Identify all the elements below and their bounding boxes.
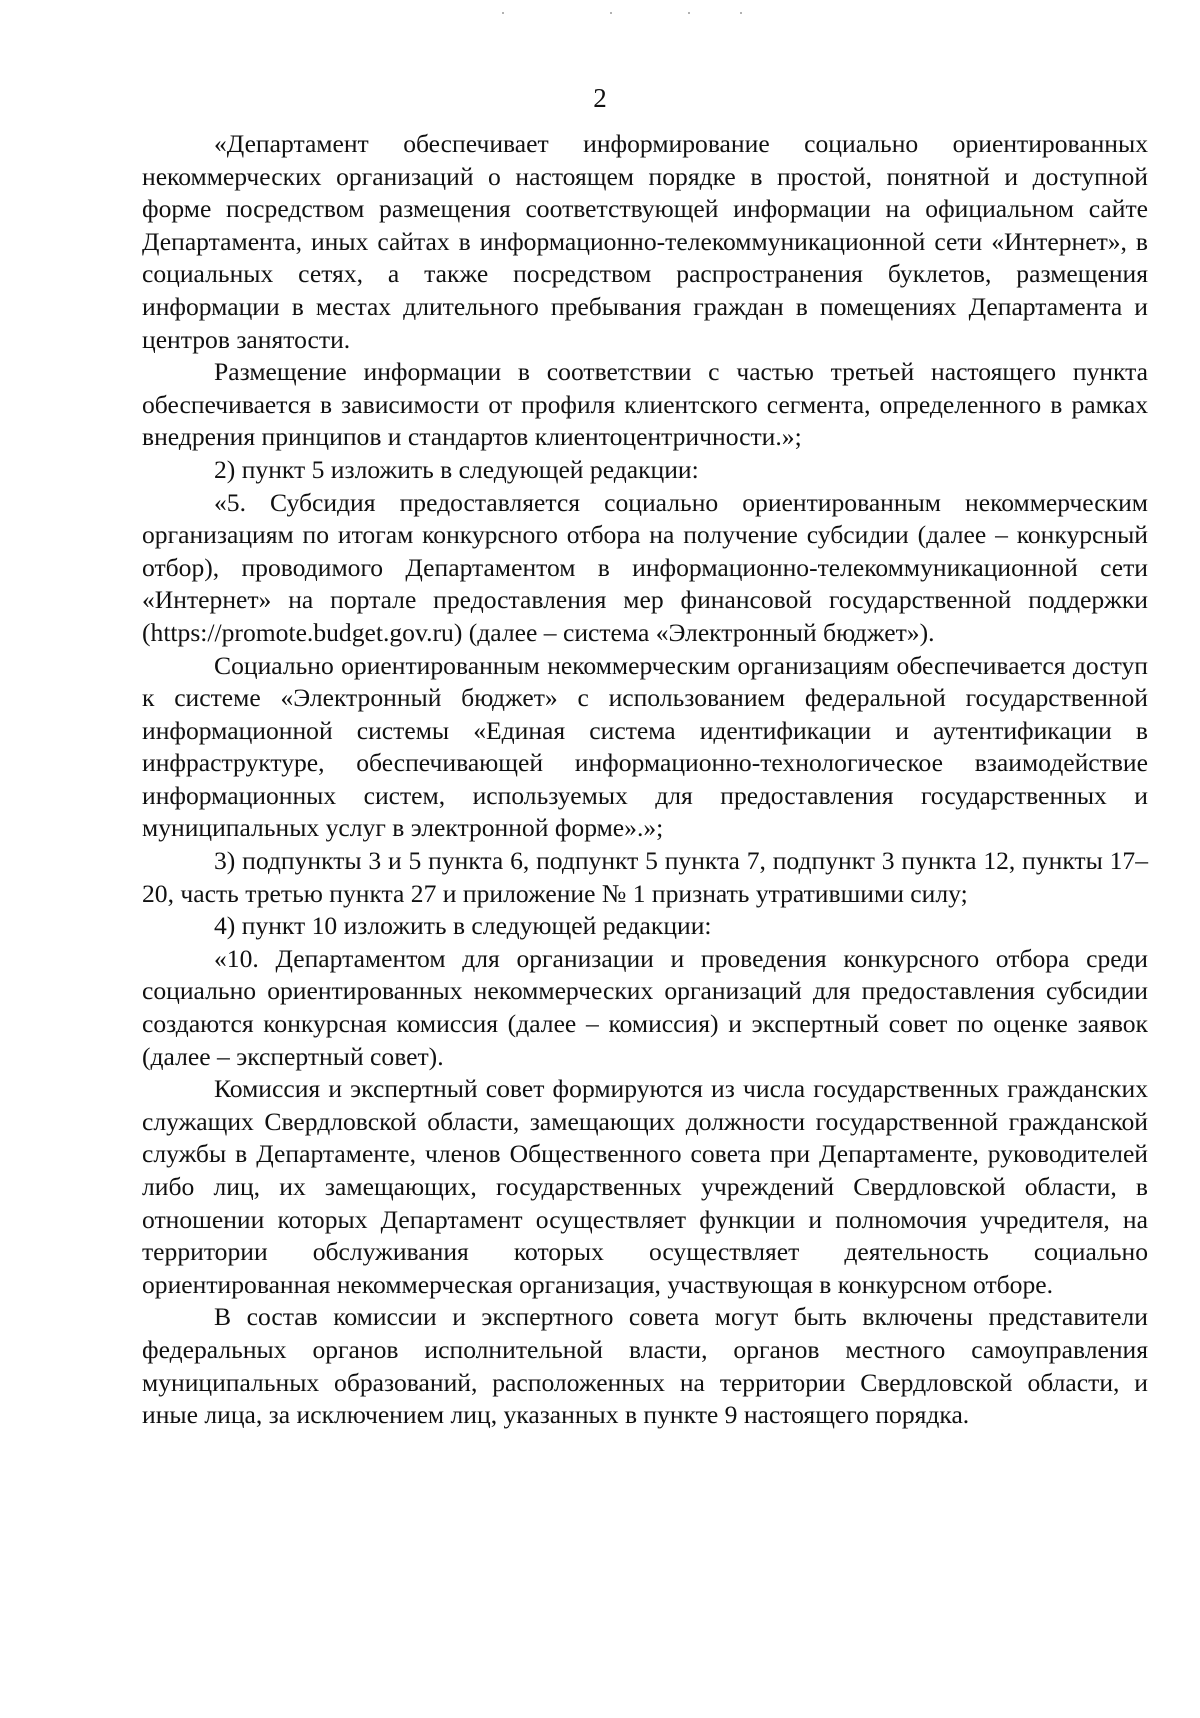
paragraph: 4) пункт 10 изложить в следующей редакции: xyxy=(214,911,712,941)
paragraph: В состав комиссии и экспертного совета могут быть включены представители федеральных органов исполнительной власти, органов местного самоуправления муниципальных образований, расположенных на территории Свердловской области, и иные лица, за исключением лиц, указанных в пункте 9 настоящего порядка. xyxy=(142,1302,1148,1430)
paragraph: «10. Департаментом для организации и проведения конкурсного отбора среди социально ориентированных некоммерческих организаций для предоставления субсидии создаются конкурсная комиссия (далее – комиссия) и экспертный совет по оценке заявок (далее – экспертный совет). xyxy=(142,943,1148,1071)
paragraph: 2) пункт 5 изложить в следующей редакции: xyxy=(214,454,699,484)
paragraph: «Департамент обеспечивает информирование социально ориентированных некоммерческих организаций о настоящем порядке в простой, понятной и доступной форме посредством размещения соответствующей информации на официальном сайте Департамента, иных сайтах в информационно-телекоммуникационной сети «Интернет», в социальных сетях, а также посредством распространения буклетов, размещения информации в местах длительного пребывания граждан в помещениях Департамента и центров занятости. xyxy=(142,129,1148,354)
paragraph: Комиссия и экспертный совет формируются из числа государственных гражданских служащих Свердловской области, замещающих должности государственной гражданской службы в Департаменте, членов Общественного совета при Департаменте, руководителей либо лиц, их замещающих, государственных учреждений Свердловской области, в отношении которых Департамент осуществляет функции и полномочия учредителя, на территории обслуживания которых осуществляет деятельность социально ориентированная некоммерческая организация, участвующая в конкурсном отборе. xyxy=(142,1074,1148,1299)
document-body xyxy=(142,128,1148,1432)
scan-artifact-marks xyxy=(500,12,780,18)
paragraph: Социально ориентированным некоммерческим организациям обеспечивается доступ к системе «Электронный бюджет» с использованием федеральной государственной информационной системы «Единая система идентификации и аутентификации в инфраструктуре, обеспечивающей информационно-технологическое взаимодействие информационных систем, используемых для предоставления государственных и муниципальных услуг в электронной форме».»; xyxy=(142,650,1148,843)
page-number: 2 xyxy=(593,83,607,113)
paragraph: «5. Субсидия предоставляется социально ориентированным некоммерческим организациям по итогам конкурсного отбора на получение субсидии (далее – конкурсный отбор), проводимого Департаментом в информационно-телекоммуникационной сети «Интернет» на портале предоставления мер финансовой государственной поддержки (https://promote.budget.gov.ru) (далее – система «Электронный бюджет»). xyxy=(142,487,1148,647)
paragraph: Размещение информации в соответствии с частью третьей настоящего пункта обеспечивается в зависимости от профиля клиентского сегмента, определенного в рамках внедрения принципов и стандартов клиентоцентричности.»; xyxy=(142,357,1148,452)
paragraph: 3) подпункты 3 и 5 пункта 6, подпункт 5 пункта 7, подпункт 3 пункта 12, пункты 17–20, часть третью пункта 27 и приложение № 1 признать утратившими силу; xyxy=(142,846,1148,908)
